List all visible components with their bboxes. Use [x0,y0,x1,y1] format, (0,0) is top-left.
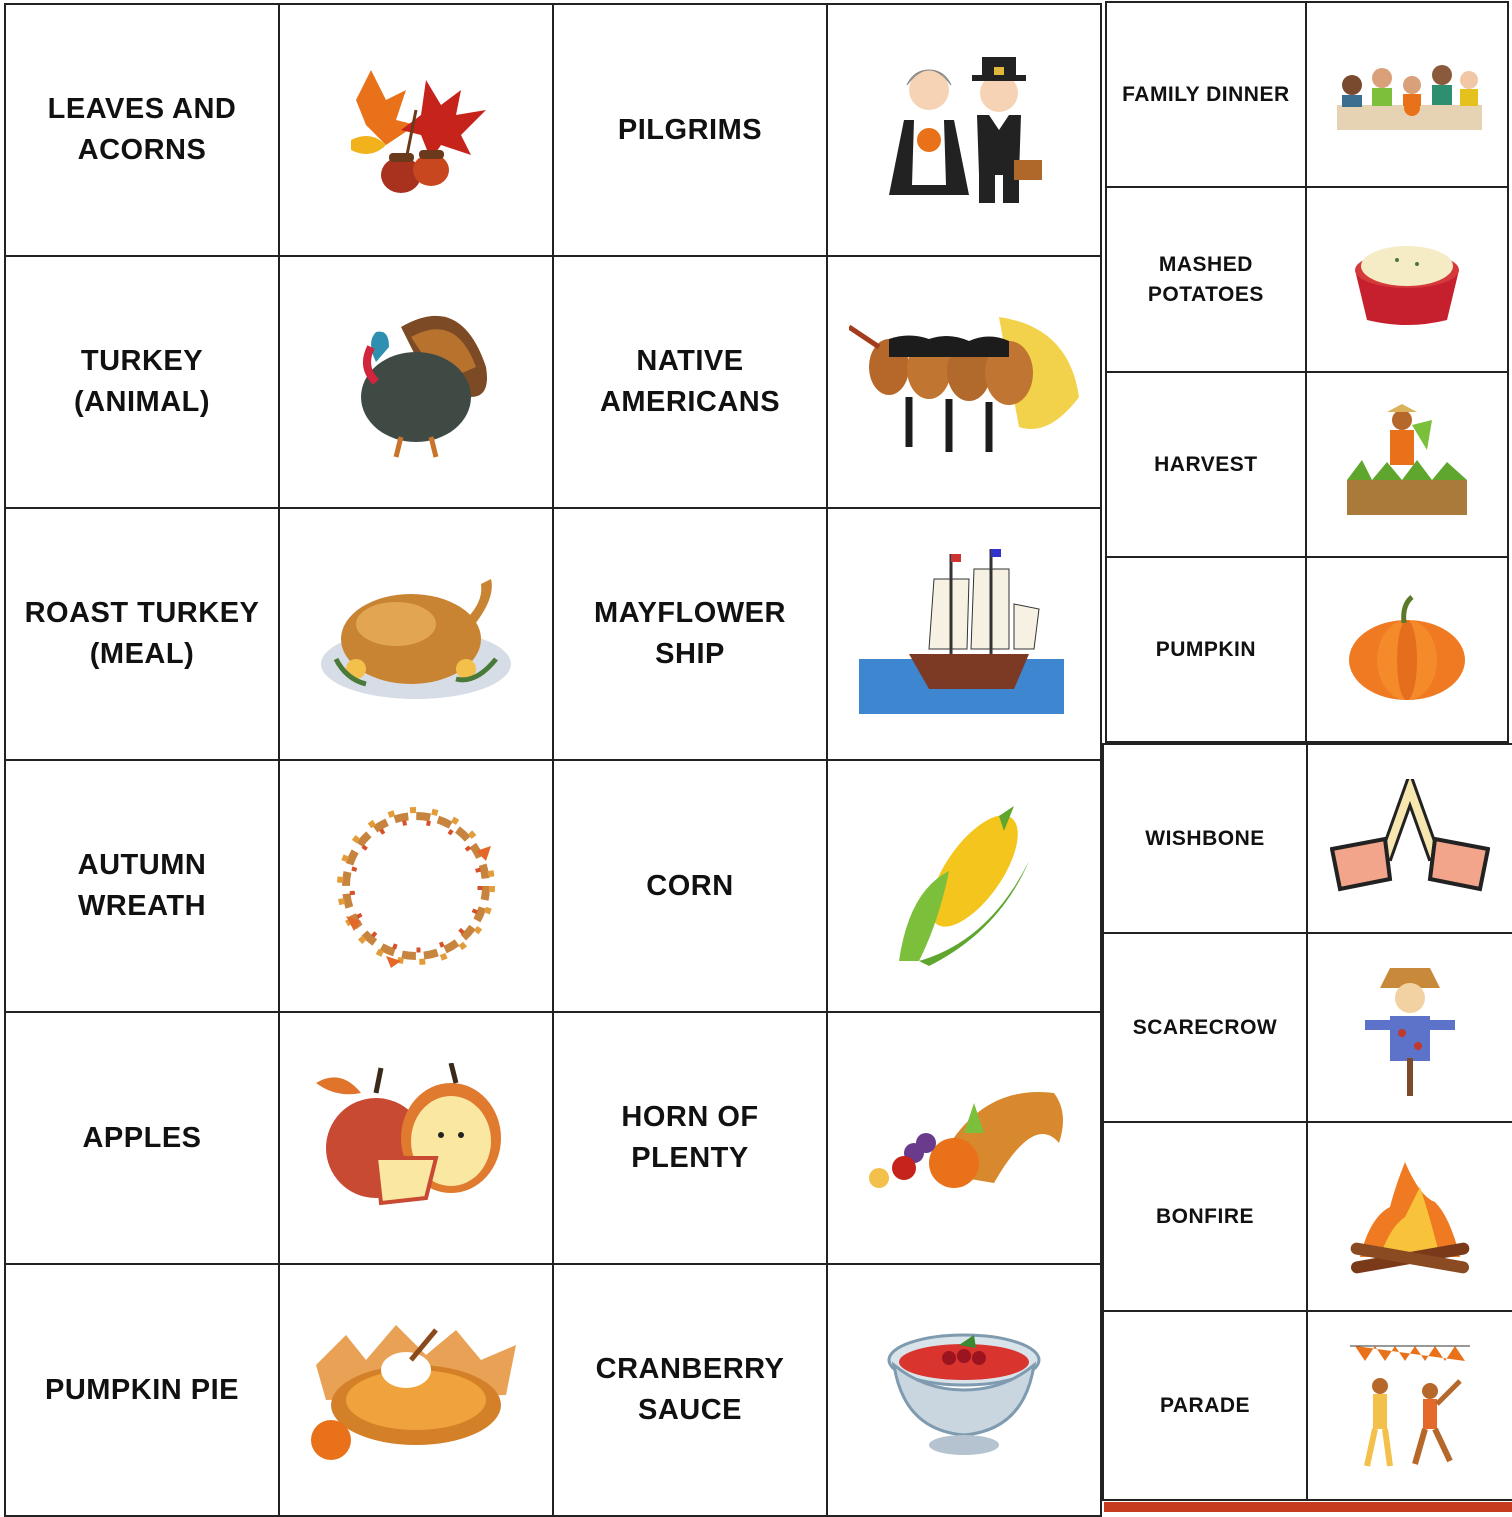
turkey-animal-icon [331,297,501,467]
word-card-roast-turkey [5,508,279,760]
card-label-line1: PUMPKIN PIE [44,1373,240,1406]
card-label-line1: PUMPKIN [1155,637,1257,661]
word-card-family-dinner [1106,2,1306,187]
card-label-line2: AMERICANS [599,386,781,418]
word-card-leaves-and-acorns [5,4,279,256]
card-label-line2: SAUCE [637,1394,742,1426]
corn-icon [879,801,1049,971]
wishbone-icon [1330,779,1490,899]
scarecrow-icon [1360,958,1460,1098]
word-card-apples [5,1012,279,1264]
mashed-potatoes-icon [1347,230,1467,330]
picture-card-pumpkin-pie [279,1264,553,1516]
picture-card-wishbone [1307,744,1512,933]
harvest-icon [1342,400,1472,530]
vocabulary-card-grid [4,3,1102,1517]
card-label-line1: SCARECROW [1132,1015,1278,1039]
picture-card-harvest [1306,372,1508,557]
pumpkin-pie-icon [306,1315,526,1465]
card-label-line1: CORN [646,869,734,902]
autumn-wreath-icon [326,796,506,976]
card-label-line1: TURKEY [80,345,204,378]
picture-card-mayflower-ship [827,508,1101,760]
word-card-mayflower-ship [553,508,827,760]
card-label-line1: ROAST TURKEY [24,597,260,630]
word-card-horn-of-plenty [553,1012,827,1264]
word-card-wishbone [1103,744,1307,933]
word-card-pumpkin-pie [5,1264,279,1516]
parade-icon [1345,1336,1475,1476]
picture-card-scarecrow [1307,933,1512,1122]
apples-icon [316,1063,516,1213]
pumpkin-icon [1342,595,1472,705]
word-card-mashed-potatoes [1106,187,1306,372]
picture-card-pilgrims [827,4,1101,256]
card-label-line1: LEAVES AND [47,93,237,126]
side-card-grid-bottom [1102,743,1512,1501]
picture-card-cranberry-sauce [827,1264,1101,1516]
word-card-scarecrow [1103,933,1307,1122]
cranberry-sauce-icon [884,1320,1044,1460]
word-card-native-americans [553,256,827,508]
picture-card-native-americans [827,256,1101,508]
card-label-line1: MASHED [1158,253,1253,277]
word-card-turkey-animal [5,256,279,508]
word-card-autumn-wreath [5,760,279,1012]
card-label-line2: ACORNS [77,134,207,166]
word-card-pilgrims [553,4,827,256]
card-label-line1: APPLES [82,1121,202,1154]
picture-card-roast-turkey [279,508,553,760]
card-label-line1: HORN OF PLENTY [621,1101,759,1174]
word-card-bonfire [1103,1122,1307,1311]
bonfire-icon [1340,1157,1480,1277]
card-label-line2: SHIP [655,638,725,670]
picture-card-horn-of-plenty [827,1012,1101,1264]
card-label-line1: NATIVE [636,345,744,378]
card-label-line1: CRANBERRY [595,1353,785,1386]
card-label-line1: MAYFLOWER [594,597,786,630]
pilgrims-icon [874,45,1054,215]
word-card-corn [553,760,827,1012]
card-label-line1: WISHBONE [1145,826,1265,850]
picture-card-mashed-potatoes [1306,187,1508,372]
picture-card-family-dinner [1306,2,1508,187]
card-label-line1: AUTUMN [77,849,207,882]
picture-card-turkey-animal [279,256,553,508]
word-card-harvest [1106,372,1306,557]
card-label-line2: POTATOES [1147,282,1264,306]
picture-card-apples [279,1012,553,1264]
card-label-line1: BONFIRE [1156,1204,1254,1228]
picture-card-leaves-and-acorns [279,4,553,256]
horn-of-plenty-icon [854,1073,1074,1203]
side-card-grid-top [1105,1,1509,743]
picture-card-bonfire [1307,1122,1512,1311]
picture-card-autumn-wreath [279,760,553,1012]
accent-bar [1104,1502,1512,1512]
word-card-pumpkin [1106,557,1306,742]
card-label-line2: (MEAL) [89,638,195,670]
card-label-line1: FAMILY DINNER [1122,82,1290,106]
word-card-cranberry-sauce [553,1264,827,1516]
card-label-line1: PILGRIMS [617,113,763,146]
picture-card-corn [827,760,1101,1012]
picture-card-parade [1307,1311,1512,1500]
roast-turkey-icon [316,559,516,709]
card-label-line2: WREATH [77,890,207,922]
mayflower-ship-icon [859,549,1069,719]
picture-card-pumpkin [1306,557,1508,742]
card-label-line1: PARADE [1159,1393,1251,1417]
leaves-acorns-icon [331,50,501,210]
family-dinner-icon [1327,50,1487,140]
card-label-line1: HARVEST [1154,452,1258,476]
word-card-parade [1103,1311,1307,1500]
card-label-line2: (ANIMAL) [73,386,211,418]
native-americans-icon [849,307,1079,457]
